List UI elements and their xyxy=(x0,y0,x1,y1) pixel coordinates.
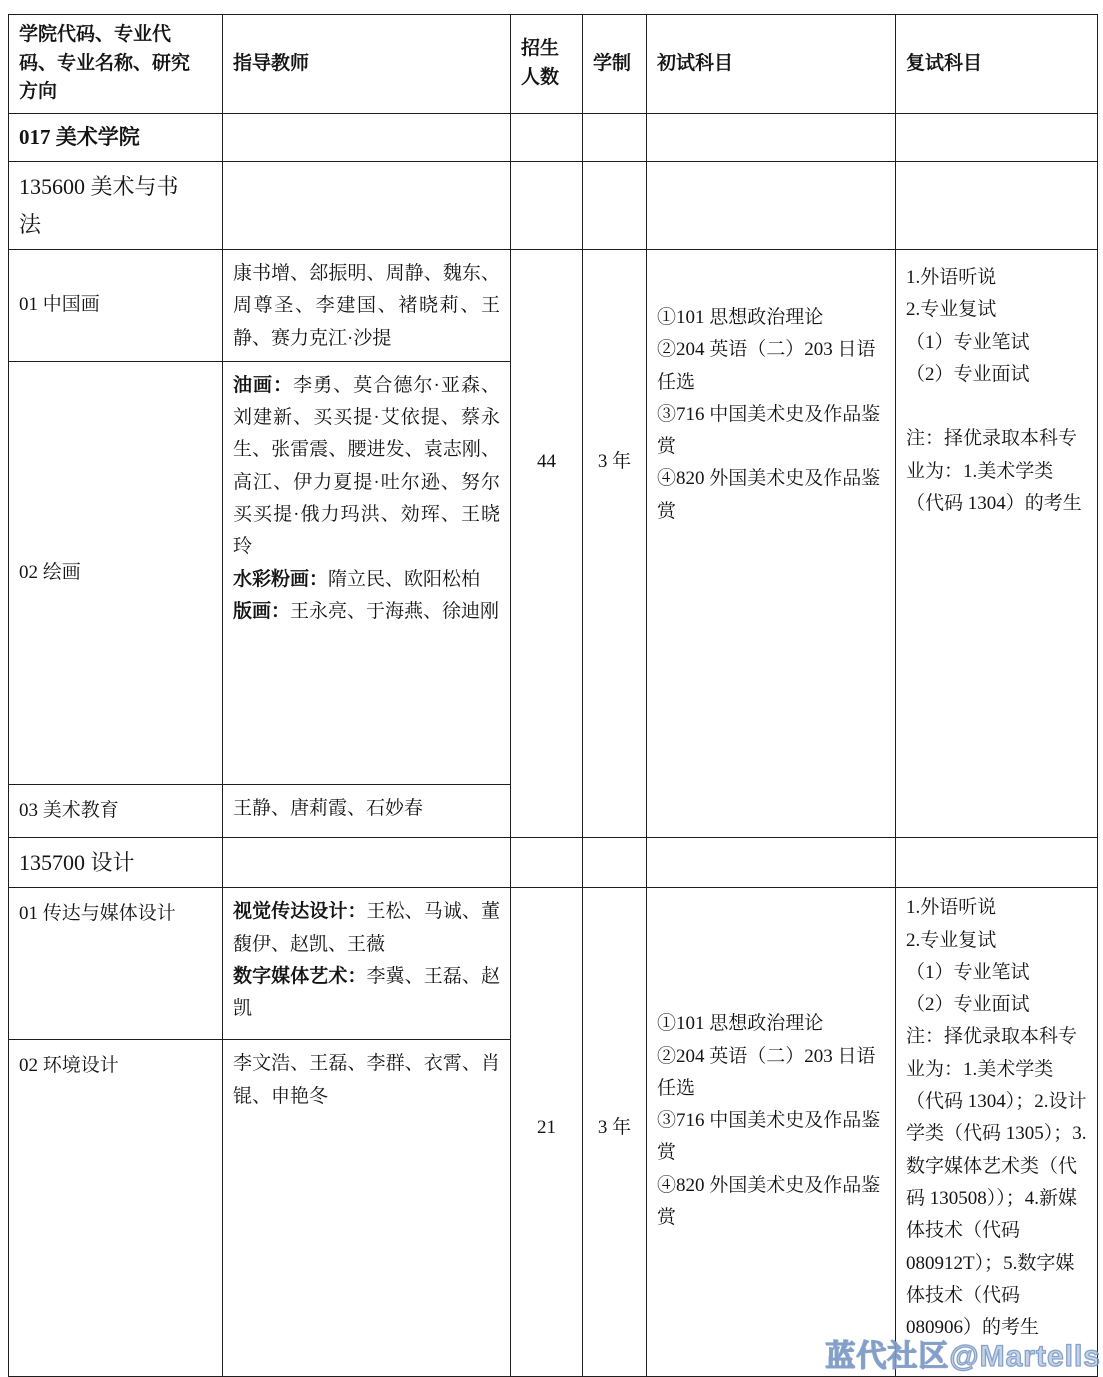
row-media-design xyxy=(9,888,1098,1040)
header-cell-program-code: 学院代码、专业代码、专业名称、研究方向 xyxy=(9,15,223,114)
cell-empty xyxy=(647,113,896,162)
cell-empty xyxy=(511,837,583,887)
cell-teachers-environment-design xyxy=(223,1040,511,1377)
cell-empty xyxy=(583,113,647,162)
exam-subject-line: ③716 中国美术史及作品鉴赏 xyxy=(657,403,881,458)
header-cell-retest: 复试科目 xyxy=(896,15,1098,114)
cell-duration-group2: 3 年 xyxy=(583,888,647,1377)
college-row xyxy=(9,113,1098,162)
cell-initial-exam-group2 xyxy=(647,888,896,1377)
cell-enrollment-group2: 21 xyxy=(511,888,583,1377)
cell-empty xyxy=(223,837,511,887)
teacher-group-oil xyxy=(233,370,500,564)
retest-line: 2.专业复试 xyxy=(906,299,997,321)
cell-empty xyxy=(223,162,511,250)
header-cell-enrollment: 招生人数 xyxy=(511,15,583,114)
header-cell-initial-exam: 初试科目 xyxy=(647,15,896,114)
cell-direction-environment-design: 02 环境设计 xyxy=(9,1040,223,1377)
community-watermark: 蓝代社区@Martells xyxy=(825,1340,1101,1373)
exam-subject-line: ④820 外国美术史及作品鉴赏 xyxy=(657,468,881,522)
teacher-list: 王松、马诚、董馥伊、赵凯、王薇 xyxy=(233,901,500,955)
cell-retest-group2 xyxy=(896,888,1098,1377)
teacher-group-label: 油画： xyxy=(233,374,294,396)
teacher-group-label: 视觉传达设计： xyxy=(233,901,367,923)
cell-retest-group1 xyxy=(896,249,1098,837)
exam-subject-line: ②204 英语（二）203 日语任选 xyxy=(657,1045,876,1099)
cell-direction-media-design: 01 传达与媒体设计 xyxy=(9,888,223,1040)
cell-college-title: 017 美术学院 xyxy=(9,113,223,162)
teacher-group-watercolor xyxy=(233,564,500,596)
cell-direction-painting: 02 绘画 xyxy=(9,361,223,784)
retest-note: 注：择优录取本科专业为：1.美术学类（代码 1304）的考生 xyxy=(906,428,1082,515)
cell-initial-exam-group1 xyxy=(647,249,896,837)
header-row xyxy=(9,15,1098,114)
cell-teachers-media-design xyxy=(223,888,511,1040)
teacher-list: 李勇、莫合德尔·亚森、刘建新、买买提·艾依提、蔡永生、张雷震、腰进发、袁志刚、高江、伊力夏提·吐尔逊、努尔买买提·俄力玛洪、効珲、王晓玲 xyxy=(233,374,500,558)
retest-line: 1.外语听说 xyxy=(906,266,997,288)
exam-subject-line: ②204 英语（二）203 日语任选 xyxy=(657,339,876,393)
retest-blank-line xyxy=(906,391,1087,423)
teacher-group-digital-media xyxy=(233,961,500,1026)
teacher-list: 李文浩、王磊、李群、衣霄、肖锟、申艳冬 xyxy=(233,1053,500,1107)
exam-subject-line: ①101 思想政治理论 xyxy=(657,1013,824,1035)
cell-teachers-art-education xyxy=(223,784,511,837)
cell-teachers-chinese-painting xyxy=(223,249,511,361)
retest-line: （2）专业面试 xyxy=(906,363,1030,385)
teacher-group-label: 水彩粉画： xyxy=(233,568,329,590)
retest-line: （1）专业笔试 xyxy=(906,961,1030,983)
teacher-group-printmaking xyxy=(233,596,500,628)
header-cell-supervisors: 指导教师 xyxy=(223,15,511,114)
cell-duration-group1: 3 年 xyxy=(583,249,647,837)
exam-subject-line: ③716 中国美术史及作品鉴赏 xyxy=(657,1110,881,1164)
header-cell-duration: 学制 xyxy=(583,15,647,114)
teacher-list: 李冀、王磊、赵凯 xyxy=(233,965,500,1020)
cell-empty xyxy=(583,162,647,250)
teacher-list: 王永亮、于海燕、徐迪刚 xyxy=(290,600,500,622)
cell-program-135700: 135700 设计 xyxy=(9,837,223,887)
cell-empty xyxy=(896,162,1098,250)
retest-line: 1.外语听说 xyxy=(906,897,997,919)
cell-program-135600: 135600 美术与书法 xyxy=(9,162,223,250)
program-row-135600 xyxy=(9,162,1098,250)
teacher-group-visual-design xyxy=(233,896,500,961)
cell-empty xyxy=(583,837,647,887)
teacher-list: 康书增、郐振明、周静、魏东、周尊圣、李建国、褚晓莉、王静、赛力克江·沙提 xyxy=(233,262,500,349)
teacher-group-label: 版画： xyxy=(233,600,291,622)
cell-empty xyxy=(896,837,1098,887)
cell-direction-chinese-painting: 01 中国画 xyxy=(9,249,223,361)
cell-empty xyxy=(896,113,1098,162)
cell-direction-art-education: 03 美术教育 xyxy=(9,784,223,837)
teacher-group-label: 数字媒体艺术： xyxy=(233,965,367,987)
cell-empty xyxy=(223,113,511,162)
exam-subject-line: ①101 思想政治理论 xyxy=(657,306,824,328)
teacher-list: 隋立民、欧阳松柏 xyxy=(328,568,481,590)
cell-empty xyxy=(647,162,896,250)
program-row-135700 xyxy=(9,837,1098,887)
retest-line: 2.专业复试 xyxy=(906,929,997,951)
retest-line: （1）专业笔试 xyxy=(906,331,1030,353)
exam-subject-line: ④820 外国美术史及作品鉴赏 xyxy=(657,1174,881,1229)
teacher-list: 王静、唐莉霞、石妙春 xyxy=(233,797,424,819)
cell-empty xyxy=(647,837,896,887)
cell-enrollment-group1: 44 xyxy=(511,249,583,837)
cell-teachers-painting xyxy=(223,361,511,784)
cell-empty xyxy=(511,113,583,162)
row-chinese-painting xyxy=(9,249,1098,361)
retest-note: 注：择优录取本科专业为：1.美术学类（代码 1304）；2.设计学类（代码 1305）；3.数字媒体艺术类（代码 130508））；4.新媒体技术（代码 080912T）；5.数字媒体技术（代码 080906）的考生 xyxy=(906,1026,1087,1339)
retest-line: （2）专业面试 xyxy=(906,994,1030,1016)
cell-empty xyxy=(511,162,583,250)
admissions-table xyxy=(8,14,1098,1377)
